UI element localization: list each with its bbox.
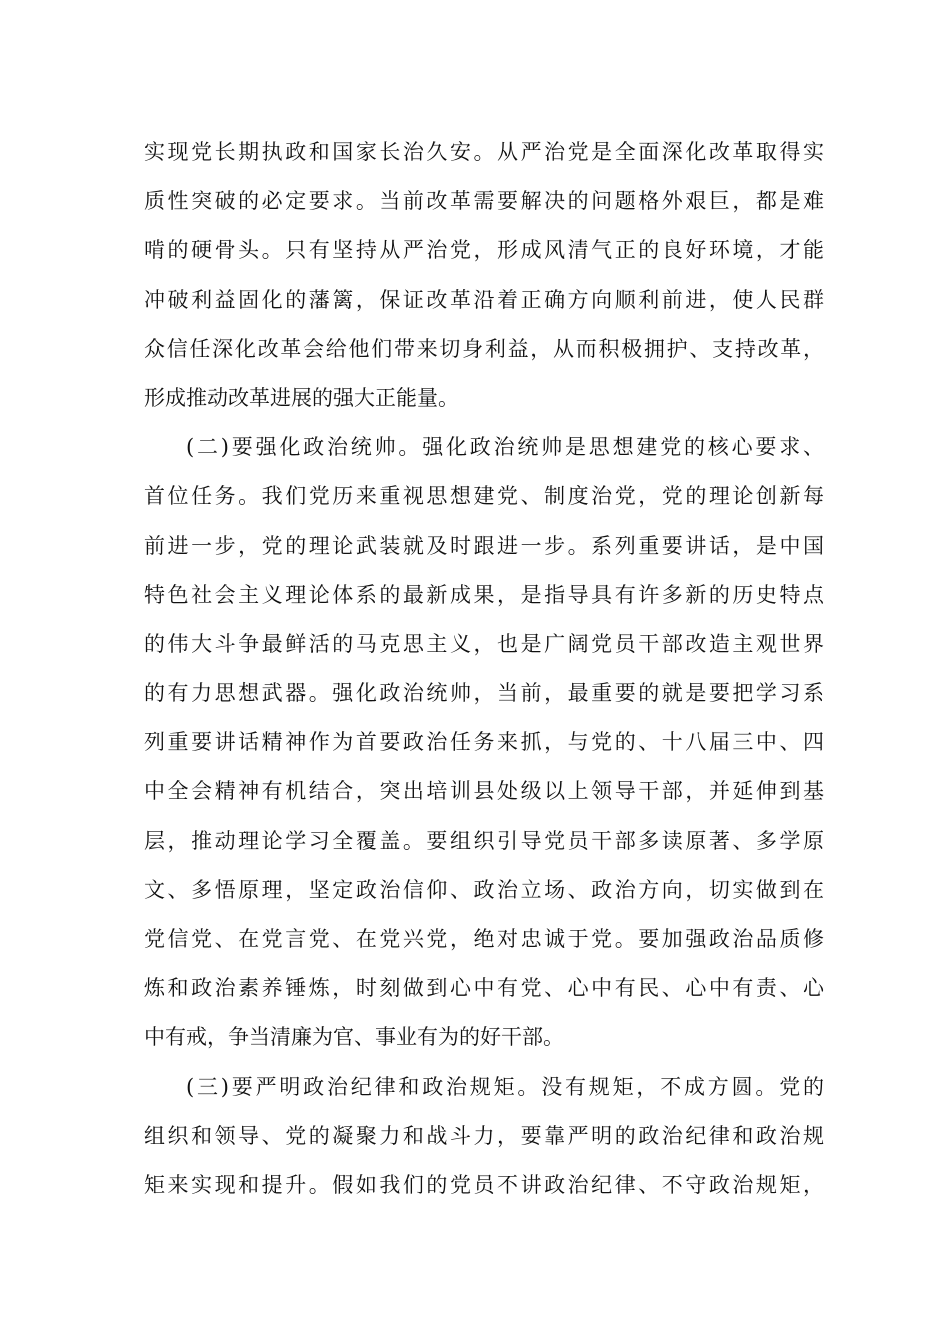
text-line: 啃的硬骨头。只有坚持从严治党，形成风清气正的良好环境，才能 — [144, 238, 824, 263]
text-line: 质性突破的必定要求。当前改革需要解决的问题格外艰巨，都是难 — [144, 189, 824, 214]
text-line: 炼和政治素养锤炼，时刻做到心中有党、心中有民、心中有责、心 — [144, 976, 824, 1001]
text-line: 首位任务。我们党历来重视思想建党、制度治党，党的理论创新每 — [144, 484, 824, 509]
text-line: 列重要讲话精神作为首要政治任务来抓，与党的、十八届三中、四 — [144, 730, 824, 755]
paragraph-heading-3: (三)要严明政治纪律和政治规矩。没有规矩，不成方圆。党的 — [186, 1074, 824, 1099]
text-line: 党信党、在党言党、在党兴党，绝对忠诚于党。要加强政治品质修 — [144, 927, 824, 951]
text-line: 组织和领导、党的凝聚力和战斗力，要靠严明的政治纪律和政治规 — [144, 1123, 824, 1148]
text-line: 文、多悟原理，坚定政治信仰、政治立场、政治方向，切实做到在 — [144, 877, 824, 902]
text-line: 中全会精神有机结合，突出培训县处级以上领导干部，并延伸到基 — [144, 779, 824, 804]
text-line: 实现党长期执政和国家长治久安。从严治党是全面深化改革取得实 — [144, 140, 824, 164]
text-line: 的伟大斗争最鲜活的马克思主义，也是广阔党员干部改造主观世界 — [144, 631, 824, 656]
paragraph-heading-2: (二)要强化政治统帅。强化政治统帅是思想建党的核心要求、 — [186, 435, 824, 460]
text-line: 层，推动理论学习全覆盖。要组织引导党员干部多读原著、多学原 — [144, 828, 824, 853]
text-line: 的有力思想武器。强化政治统帅，当前，最重要的就是要把学习系 — [144, 681, 824, 706]
body-text — [144, 132, 824, 1214]
text-line: 冲破利益固化的藩篱，保证改革沿着正确方向顺利前进，使人民群 — [144, 287, 824, 312]
text-line: 众信任深化改革会给他们带来切身利益，从而积极拥护、支持改革， — [144, 336, 824, 361]
text-line: 前进一步，党的理论武装就及时跟进一步。系列重要讲话，是中国 — [144, 533, 824, 558]
text-line: 特色社会主义理论体系的最新成果，是指导具有许多新的历史特点 — [144, 582, 824, 607]
text-line: 形成推动改革进展的强大正能量。 — [144, 385, 459, 410]
text-line: 矩来实现和提升。假如我们的党员不讲政治纪律、不守政治规矩， — [144, 1172, 824, 1197]
text-line: 中有戒，争当清廉为官、事业有为的好干部。 — [144, 1025, 564, 1050]
